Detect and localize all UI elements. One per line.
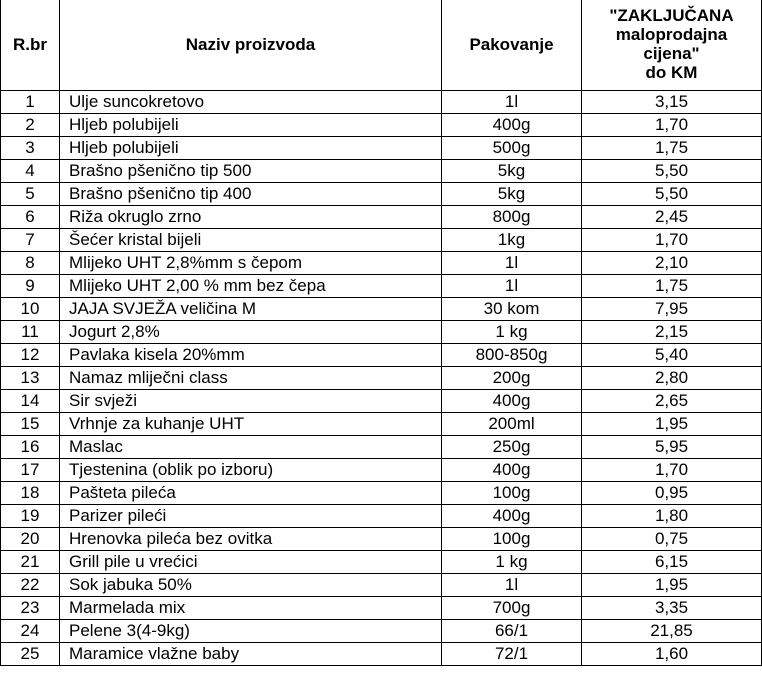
price-value: 1,75 xyxy=(582,137,762,160)
price-value: 2,65 xyxy=(582,390,762,413)
row-number: 11 xyxy=(1,321,60,344)
product-name: Marmelada mix xyxy=(60,597,442,620)
package-size: 1l xyxy=(442,574,582,597)
row-number: 14 xyxy=(1,390,60,413)
price-value: 1,70 xyxy=(582,114,762,137)
price-value: 0,95 xyxy=(582,482,762,505)
table-row xyxy=(1,597,762,620)
package-size: 400g xyxy=(442,459,582,482)
price-value: 2,80 xyxy=(582,367,762,390)
package-size: 5kg xyxy=(442,160,582,183)
product-name: Maramice vlažne baby xyxy=(60,643,442,666)
price-value: 5,50 xyxy=(582,160,762,183)
package-size: 200g xyxy=(442,367,582,390)
package-size: 250g xyxy=(442,436,582,459)
package-size: 400g xyxy=(442,114,582,137)
row-number: 7 xyxy=(1,229,60,252)
price-value: 1,95 xyxy=(582,574,762,597)
table-row xyxy=(1,436,762,459)
package-size: 66/1 xyxy=(442,620,582,643)
table-row xyxy=(1,620,762,643)
header-price-line2: maloprodajna xyxy=(615,25,728,44)
product-name: Ulje suncokretovo xyxy=(60,91,442,114)
price-value: 3,35 xyxy=(582,597,762,620)
row-number: 20 xyxy=(1,528,60,551)
table-row xyxy=(1,551,762,574)
row-number: 13 xyxy=(1,367,60,390)
package-size: 400g xyxy=(442,390,582,413)
price-value: 5,95 xyxy=(582,436,762,459)
row-number: 10 xyxy=(1,298,60,321)
package-size: 1kg xyxy=(442,229,582,252)
package-size: 5kg xyxy=(442,183,582,206)
product-name: Maslac xyxy=(60,436,442,459)
product-name: Namaz mliječni class xyxy=(60,367,442,390)
header-name: Naziv proizvoda xyxy=(60,0,442,91)
table-row xyxy=(1,321,762,344)
header-pack: Pakovanje xyxy=(442,0,582,91)
row-number: 16 xyxy=(1,436,60,459)
row-number: 18 xyxy=(1,482,60,505)
package-size: 200ml xyxy=(442,413,582,436)
package-size: 100g xyxy=(442,528,582,551)
price-value: 1,95 xyxy=(582,413,762,436)
table-row xyxy=(1,413,762,436)
row-number: 5 xyxy=(1,183,60,206)
package-size: 1 kg xyxy=(442,551,582,574)
table-row xyxy=(1,298,762,321)
price-value: 1,70 xyxy=(582,229,762,252)
table-row xyxy=(1,367,762,390)
table-row xyxy=(1,252,762,275)
product-name: JAJA SVJEŽA veličina M xyxy=(60,298,442,321)
package-size: 700g xyxy=(442,597,582,620)
row-number: 6 xyxy=(1,206,60,229)
row-number: 2 xyxy=(1,114,60,137)
table-row xyxy=(1,137,762,160)
price-value: 5,40 xyxy=(582,344,762,367)
table-row xyxy=(1,91,762,114)
table-row xyxy=(1,643,762,666)
product-name: Hljeb polubijeli xyxy=(60,137,442,160)
package-size: 72/1 xyxy=(442,643,582,666)
product-name: Šećer kristal bijeli xyxy=(60,229,442,252)
row-number: 9 xyxy=(1,275,60,298)
row-number: 19 xyxy=(1,505,60,528)
table-body xyxy=(1,91,762,666)
package-size: 1 kg xyxy=(442,321,582,344)
product-name: Pelene 3(4-9kg) xyxy=(60,620,442,643)
table-row xyxy=(1,482,762,505)
table-row xyxy=(1,160,762,183)
package-size: 800-850g xyxy=(442,344,582,367)
product-name: Mlijeko UHT 2,8%mm s čepom xyxy=(60,252,442,275)
header-price-line1: "ZAKLJUČANA xyxy=(609,6,734,25)
header-price xyxy=(582,0,762,91)
price-value: 1,75 xyxy=(582,275,762,298)
product-name: Grill pile u vrećici xyxy=(60,551,442,574)
header-rb: R.br xyxy=(1,0,60,91)
row-number: 23 xyxy=(1,597,60,620)
package-size: 30 kom xyxy=(442,298,582,321)
price-value: 2,15 xyxy=(582,321,762,344)
product-name: Vrhnje za kuhanje UHT xyxy=(60,413,442,436)
price-value: 6,15 xyxy=(582,551,762,574)
price-value: 1,80 xyxy=(582,505,762,528)
product-name: Brašno pšenično tip 400 xyxy=(60,183,442,206)
table-row xyxy=(1,344,762,367)
price-value: 1,60 xyxy=(582,643,762,666)
row-number: 25 xyxy=(1,643,60,666)
table-row xyxy=(1,114,762,137)
package-size: 1l xyxy=(442,252,582,275)
table-row xyxy=(1,275,762,298)
product-name: Hljeb polubijeli xyxy=(60,114,442,137)
table-row xyxy=(1,574,762,597)
price-value: 3,15 xyxy=(582,91,762,114)
table-row xyxy=(1,183,762,206)
package-size: 500g xyxy=(442,137,582,160)
table-row xyxy=(1,229,762,252)
row-number: 17 xyxy=(1,459,60,482)
product-name: Hrenovka pileća bez ovitka xyxy=(60,528,442,551)
row-number: 1 xyxy=(1,91,60,114)
package-size: 1l xyxy=(442,91,582,114)
product-name: Brašno pšenično tip 500 xyxy=(60,160,442,183)
product-name: Jogurt 2,8% xyxy=(60,321,442,344)
package-size: 100g xyxy=(442,482,582,505)
product-name: Mlijeko UHT 2,00 % mm bez čepa xyxy=(60,275,442,298)
row-number: 3 xyxy=(1,137,60,160)
price-value: 21,85 xyxy=(582,620,762,643)
price-value: 7,95 xyxy=(582,298,762,321)
price-value: 5,50 xyxy=(582,183,762,206)
product-name: Pavlaka kisela 20%mm xyxy=(60,344,442,367)
product-name: Sir svježi xyxy=(60,390,442,413)
table-header-row xyxy=(1,0,762,91)
header-price-line3: cijena" xyxy=(643,44,700,63)
table-row xyxy=(1,206,762,229)
table-row xyxy=(1,390,762,413)
table-row xyxy=(1,505,762,528)
product-name: Tjestenina (oblik po izboru) xyxy=(60,459,442,482)
table-row xyxy=(1,528,762,551)
row-number: 22 xyxy=(1,574,60,597)
price-value: 0,75 xyxy=(582,528,762,551)
package-size: 800g xyxy=(442,206,582,229)
row-number: 21 xyxy=(1,551,60,574)
package-size: 400g xyxy=(442,505,582,528)
product-name: Riža okruglo zrno xyxy=(60,206,442,229)
row-number: 24 xyxy=(1,620,60,643)
product-name: Parizer pileći xyxy=(60,505,442,528)
product-name: Sok jabuka 50% xyxy=(60,574,442,597)
row-number: 15 xyxy=(1,413,60,436)
table-row xyxy=(1,459,762,482)
price-value: 1,70 xyxy=(582,459,762,482)
header-price-line4: do KM xyxy=(645,63,698,82)
package-size: 1l xyxy=(442,275,582,298)
price-value: 2,45 xyxy=(582,206,762,229)
product-name: Pašteta pileća xyxy=(60,482,442,505)
row-number: 8 xyxy=(1,252,60,275)
row-number: 4 xyxy=(1,160,60,183)
price-value: 2,10 xyxy=(582,252,762,275)
row-number: 12 xyxy=(1,344,60,367)
